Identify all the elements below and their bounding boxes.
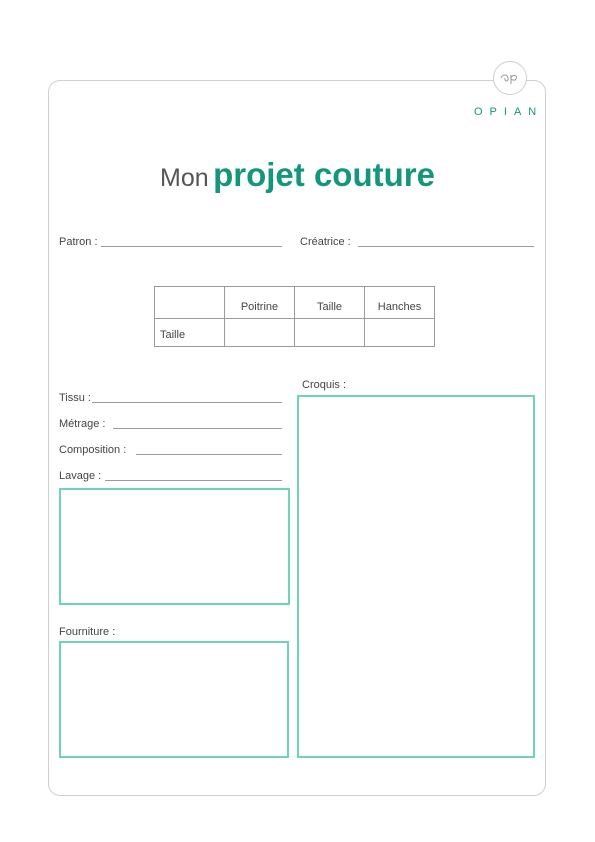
table-row [155,319,435,347]
metrage-label: Métrage : [59,418,106,430]
page-title [0,156,595,194]
patron-label: Patron : [59,236,98,248]
table-header-cell: Poitrine [225,287,295,319]
table-header-row [155,287,435,319]
table-cell[interactable] [295,319,365,347]
table-header-cell: Hanches [365,287,435,319]
table-row-label: Taille [155,319,225,347]
lavage-box[interactable] [59,488,290,605]
creatrice-field[interactable] [358,246,534,247]
brand-name: OPIAN [474,106,544,118]
croquis-box[interactable] [297,395,535,758]
metrage-field[interactable] [113,428,282,429]
lavage-label: Lavage : [59,470,102,482]
title-main: projet couture [213,156,435,193]
patron-field[interactable] [101,246,282,247]
brand-monogram-icon [500,71,522,85]
composition-label: Composition : [59,444,127,456]
tissu-label: Tissu : [59,392,91,404]
table-header-cell: Taille [295,287,365,319]
lavage-field[interactable] [105,480,282,481]
tissu-field[interactable] [92,402,282,403]
brand-logo [493,61,527,95]
creatrice-label: Créatrice : [300,236,351,248]
title-prefix: Mon [160,164,209,192]
fourniture-box[interactable] [59,641,289,758]
table-cell[interactable] [365,319,435,347]
measurements-table [154,286,435,347]
fourniture-label: Fourniture : [59,626,116,638]
composition-field[interactable] [136,454,282,455]
croquis-label: Croquis : [302,379,347,391]
table-header-cell [155,287,225,319]
table-cell[interactable] [225,319,295,347]
